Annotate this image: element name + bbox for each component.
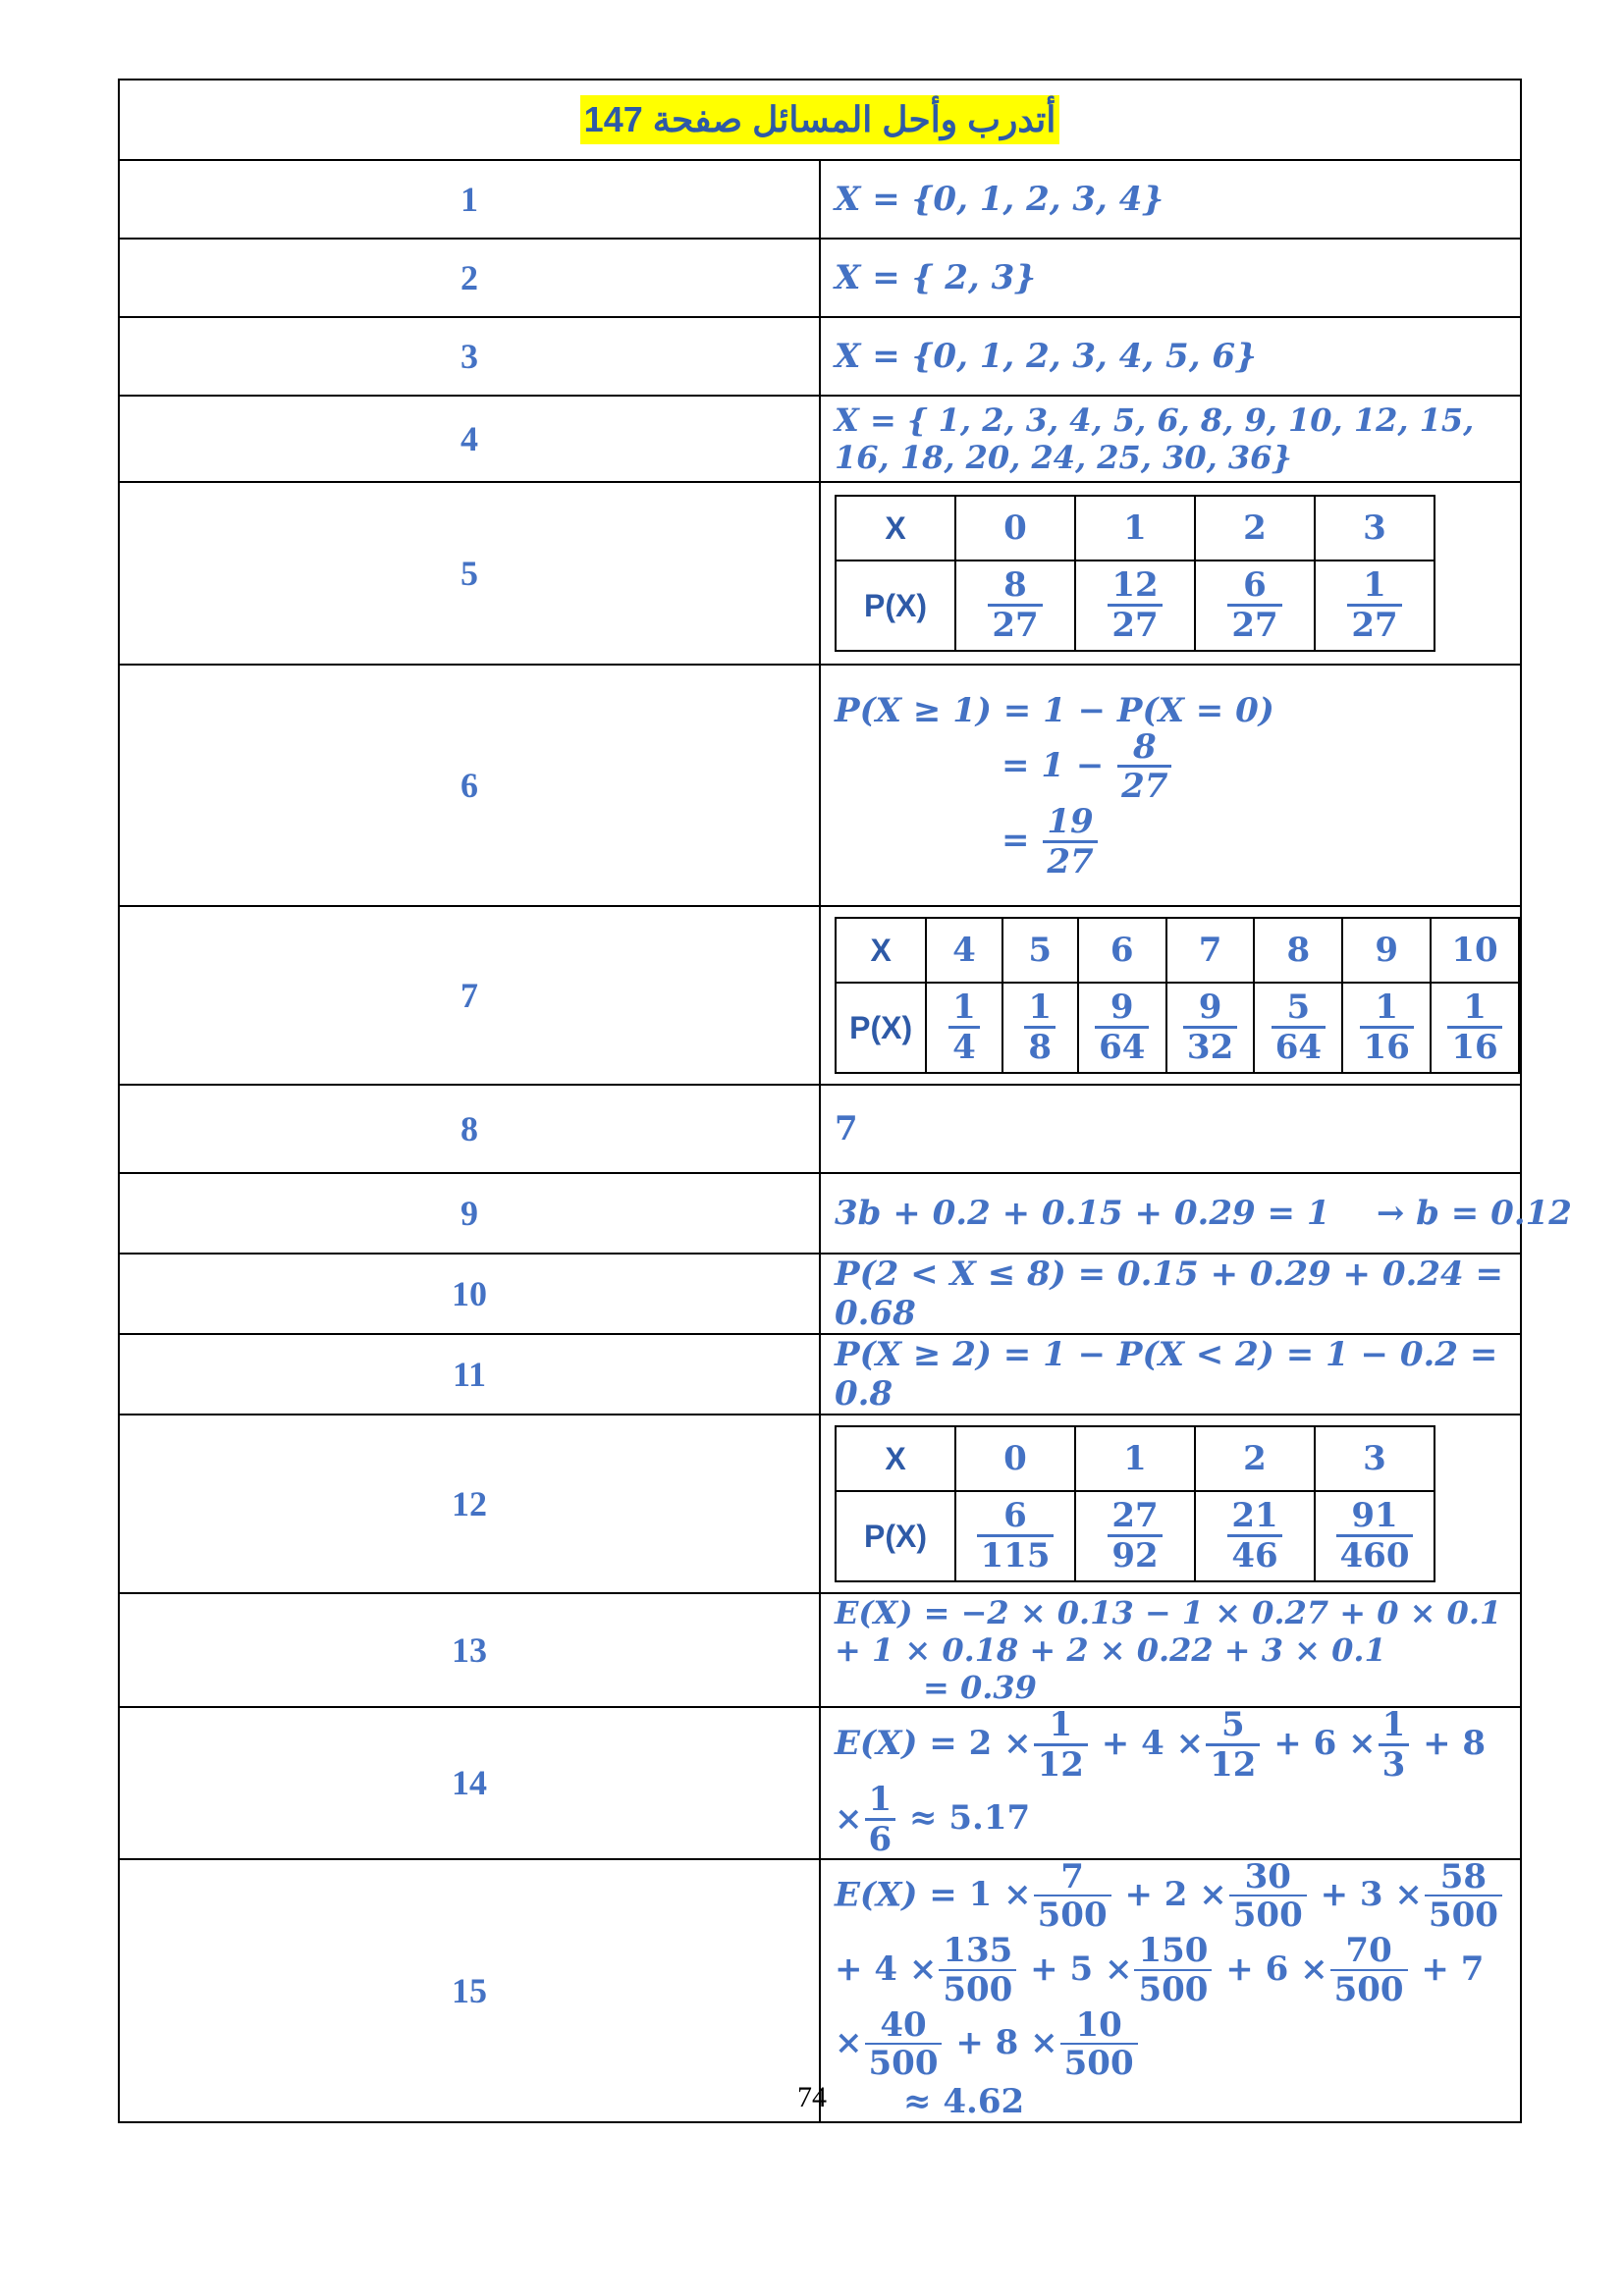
term: + 6 × $\frac{1}{3}$	[1262, 1724, 1411, 1763]
probability-fraction: $\frac{5}{64}$	[1254, 983, 1342, 1073]
answer-row-3	[119, 317, 1521, 396]
question-number: 10	[119, 1254, 820, 1334]
answer-text: 3b + 0.2 + 0.15 + 0.29 = 1 → b = 0.12	[820, 1173, 1521, 1254]
x-label: X	[836, 1426, 955, 1491]
answer-text: X = {0, 1, 2, 3, 4, 5, 6}	[820, 317, 1521, 396]
answer-row-10	[119, 1254, 1521, 1334]
question-number: 13	[119, 1593, 820, 1707]
question-number: 2	[119, 239, 820, 317]
question-number: 9	[119, 1173, 820, 1254]
term: + 6 × $\frac{70}{500}$	[1214, 1949, 1409, 1989]
probability-fraction: $\frac{27}{92}$	[1075, 1491, 1195, 1581]
probability-fraction: $\frac{1}{4}$	[926, 983, 1001, 1073]
answer-text: P(2 < X ≤ 8) = 0.15 + 0.29 + 0.24 = 0.68	[820, 1254, 1521, 1334]
probability-table	[835, 917, 1520, 1074]
title-row	[119, 80, 1521, 160]
page-title: أتدرب وأحل المسائل صفحة 147	[580, 95, 1060, 144]
x-value: 1	[1075, 1426, 1195, 1491]
probability-fraction: $\frac{6}{115}$	[955, 1491, 1075, 1581]
probability-fraction: $\frac{9}{32}$	[1166, 983, 1255, 1073]
answer-row-8	[119, 1085, 1521, 1173]
answer-row-9	[119, 1173, 1521, 1254]
equation-line: = 0.39	[923, 1669, 1037, 1706]
term: + 8 × $\frac{1}{6}$	[835, 1724, 1487, 1860]
question-number: 4	[119, 396, 820, 482]
term: + 3 × $\frac{58}{500}$	[1309, 1875, 1504, 1914]
term: + 4 × $\frac{5}{12}$	[1090, 1724, 1262, 1763]
x-value: 1	[1075, 496, 1195, 561]
probability-fraction: $\frac{1}{16}$	[1342, 983, 1431, 1073]
term: + 7 × $\frac{40}{500}$	[835, 1949, 1485, 2084]
answer-row-7	[119, 906, 1521, 1085]
x-value: 5	[1002, 918, 1078, 983]
question-number: 6	[119, 665, 820, 906]
equation-line: ≈ 4.62	[903, 2081, 1025, 2121]
answer-row-6	[119, 665, 1521, 906]
term: + 2 × $\frac{30}{500}$	[1113, 1875, 1309, 1914]
probability-fraction: $\frac{9}{64}$	[1078, 983, 1166, 1073]
term: + 4 × $\frac{135}{500}$	[835, 1949, 1018, 1989]
x-value: 6	[1078, 918, 1166, 983]
term: 2 × $\frac{1}{12}$	[969, 1724, 1090, 1763]
probability-fraction: $\frac{1}{8}$	[1002, 983, 1078, 1073]
answer-row-12	[119, 1415, 1521, 1593]
answer-row-13	[119, 1593, 1521, 1707]
x-value: 2	[1195, 496, 1315, 561]
probability-table	[835, 495, 1435, 652]
answer-text: X = {0, 1, 2, 3, 4}	[820, 160, 1521, 239]
question-number: 12	[119, 1415, 820, 1593]
p-label: P(X)	[836, 983, 926, 1073]
probability-table	[835, 1425, 1435, 1582]
probability-fraction: $\frac{8}{27}$	[955, 561, 1075, 651]
equation-line: E(X) = −2 × 0.13 − 1 × 0.27 + 0 × 0.1 + 1 × 0.18 + 2 × 0.22 + 3 × 0.1	[835, 1594, 1502, 1669]
question-number: 15	[119, 1859, 820, 2122]
x-value: 3	[1315, 1426, 1435, 1491]
probability-fraction: $\frac{1}{27}$	[1315, 561, 1435, 651]
x-value: 7	[1166, 918, 1255, 983]
x-value: 2	[1195, 1426, 1315, 1491]
p-label: P(X)	[836, 1491, 955, 1581]
question-number: 5	[119, 482, 820, 665]
probability-fraction: $\frac{91}{460}$	[1315, 1491, 1435, 1581]
x-value: 10	[1431, 918, 1519, 983]
expected-value-expression: E(X) = 1 × $\frac{7}{500}$ + 2 × $\frac{30}{500}$ + 3 × $\frac{58}{500}$ + 4 × $\frac{135}{500}$ + 5 × $\frac{150}{500}$ + 6 × $\frac{70}{500}$ + 7 × $\frac{40}{500}$ + 8 × $\frac{10}{500}$ ≈ 4.62	[820, 1859, 1521, 2122]
answer-row-11	[119, 1334, 1521, 1415]
expected-value-expression: E(X) = 2 × $\frac{1}{12}$ + 4 × $\frac{5}{12}$ + 6 × $\frac{1}{3}$ + 8 × $\frac{1}{6}$ ≈ 5.17	[820, 1707, 1521, 1859]
x-value: 8	[1254, 918, 1342, 983]
probability-fraction: $\frac{21}{46}$	[1195, 1491, 1315, 1581]
answer-row-1	[119, 160, 1521, 239]
equation-line: = 1 − $\frac{8}{27}$	[835, 730, 1520, 805]
question-number: 11	[119, 1334, 820, 1415]
answer-text: P(X ≥ 2) = 1 − P(X < 2) = 1 − 0.2 = 0.8	[820, 1334, 1521, 1415]
answer-row-5	[119, 482, 1521, 665]
answer-text: 7	[820, 1085, 1521, 1173]
x-value: 4	[926, 918, 1001, 983]
question-number: 7	[119, 906, 820, 1085]
question-number: 8	[119, 1085, 820, 1173]
term: + 8 × $\frac{10}{500}$	[944, 2023, 1139, 2062]
x-value: 3	[1315, 496, 1435, 561]
answer-row-14	[119, 1707, 1521, 1859]
x-label: X	[836, 918, 926, 983]
answers-table	[118, 79, 1572, 2123]
probability-fraction: $\frac{6}{27}$	[1195, 561, 1315, 651]
equation-line: = $\frac{19}{27}$	[835, 805, 1520, 880]
p-label: P(X)	[836, 561, 955, 651]
answer-sheet	[118, 79, 1572, 2123]
term: + 5 × $\frac{150}{500}$	[1018, 1949, 1214, 1989]
question-number: 14	[119, 1707, 820, 1859]
answer-text: X = { 2, 3}	[820, 239, 1521, 317]
answer-row-4	[119, 396, 1521, 482]
term: 1 × $\frac{7}{500}$	[969, 1875, 1113, 1914]
equation-line: P(X ≥ 1) = 1 − P(X = 0)	[835, 690, 1274, 730]
x-value: 0	[955, 496, 1075, 561]
x-value: 9	[1342, 918, 1431, 983]
question-number: 1	[119, 160, 820, 239]
answer-row-2	[119, 239, 1521, 317]
probability-fraction: $\frac{12}{27}$	[1075, 561, 1195, 651]
probability-fraction: $\frac{1}{16}$	[1431, 983, 1519, 1073]
answer-text: X = { 1, 2, 3, 4, 5, 6, 8, 9, 10, 12, 15, 16, 18, 20, 24, 25, 30, 36}	[820, 396, 1521, 482]
x-label: X	[836, 496, 955, 561]
page-number: 74	[797, 2081, 827, 2113]
question-number: 3	[119, 317, 820, 396]
x-value: 0	[955, 1426, 1075, 1491]
